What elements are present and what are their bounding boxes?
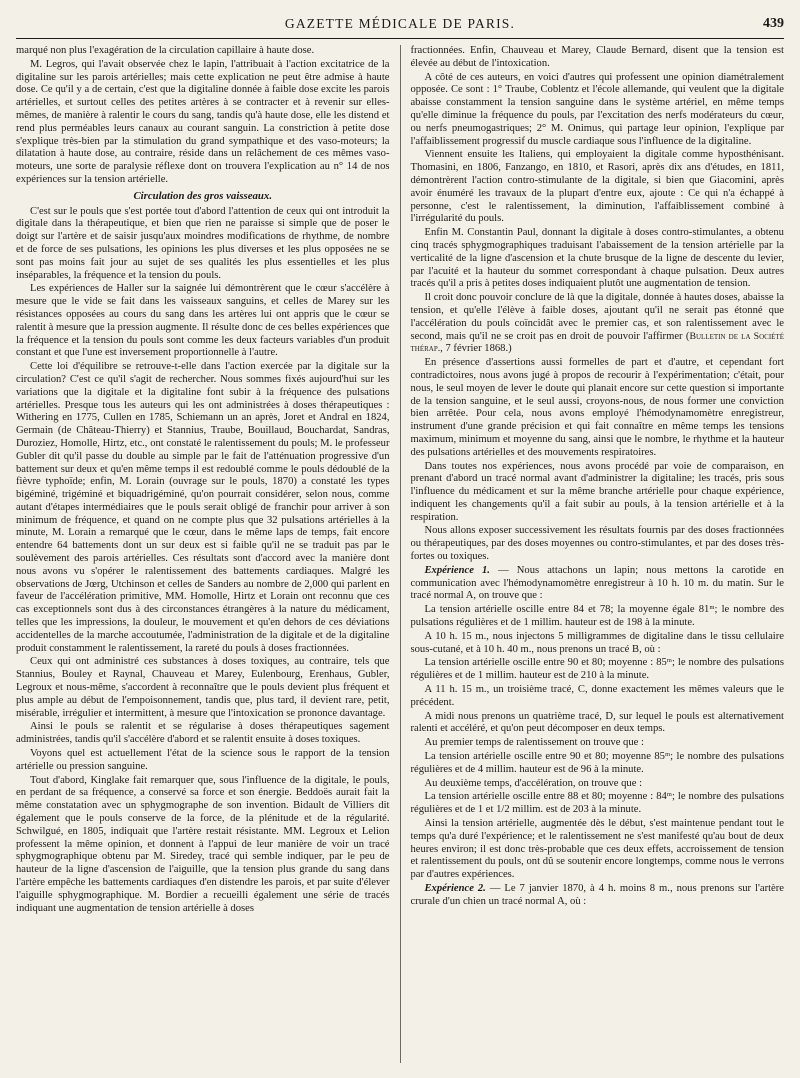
right-column — [410, 45, 784, 1063]
page-header — [16, 14, 784, 39]
paragraph — [410, 292, 784, 356]
paragraph: Tout d'abord, Kinglake fait remarquer que, sous l'influence de la digitale, le pouls, en perdant de sa fréquence, a conservé sa force et son énergie. Beddoës aurait fait la même constatation avec un sphygmographe de son invention. Bidault de Villiers dit également que le pouls conserve de la force, de la plénitude et de la régularité. Schwilgué, en 1805, indiquait que l'artère restait résistante. MM. Legroux et Lelion professent la même opinion, et donnent à l'appui de leur manière de voir un tracé sphygmographique obtenu par M. Siredey, tracé qui semble indiquer, par le peu de hauteur de la ligne d'ascension de l'aiguille, que la tension plus grande du sang dans l'artère empêche les battements cardiaques d'en distendre les parois, et par suite d'élever l'aiguille sphygmographique. M. Bordier a recueilli également une série de tracés indiquant une augmentation de tension artérielle à doses — [16, 774, 390, 914]
experiment-label: Expérience 1. — [424, 564, 490, 576]
paragraph: La tension artérielle oscille entre 84 et 78; la moyenne égale 81ᵐ; le nombre des pulsations régulières et de 1 millim. hauteur est de 198 à la minute. — [410, 604, 784, 629]
paragraph: A midi nous prenons un quatrième tracé, D, sur lequel le pouls est alternativement ralenti et accéléré, et qu'on peut décomposer en deux temps. — [410, 710, 784, 735]
paragraph-text: Il croit donc pouvoir conclure de là que la digitale, donnée à hautes doses, abaisse la tension, et qu'elle l'élève à faible doses, ajoutant qu'il ne serait pas étonné que l'accélération du pouls coïncidât avec le premier cas, et son ralentissement avec le second, mais qu'il ne se croit pas en droit de pouvoir l'affirmer ( — [410, 292, 784, 342]
paragraph: Nous allons exposer successivement les résultats fournis par des doses fractionnées ou thérapeutiques, par des doses moyennes ou contro-stimulantes, et par des doses très-fortes ou toxiques. — [410, 525, 784, 563]
paragraph: Voyons quel est actuellement l'état de la science sous le rapport de la tension artérielle ou pression sanguine. — [16, 748, 390, 772]
journal-title: GAZETTE MÉDICALE DE PARIS. — [284, 16, 516, 31]
paragraph: La tension artérielle oscille entre 90 et 80; moyenne : 85ᵐ; le nombre des pulsations régulières et de 1 millim. hauteur est de 210 à la minute. — [410, 657, 784, 682]
experiment-paragraph — [410, 883, 784, 909]
paragraph: A 10 h. 15 m., nous injectons 5 milligrammes de digitaline dans le tissu cellulaire sous-cutané, et à 10 h. 40 m., nous prenons un tracé B, où : — [410, 630, 784, 655]
paragraph: marqué non plus l'exagération de la circulation capillaire à haute dose. — [16, 45, 315, 56]
experiment-label: Expérience 2. — [424, 883, 486, 894]
paragraph: La tension artérielle oscille entre 88 et 80; moyenne : 84ᵐ; le nombre des pulsations régulières et de 1 et 1/2 millim. est de 203 à la minute. — [410, 791, 784, 816]
paragraph: Au deuxième temps, d'accélération, on trouve que : — [424, 777, 643, 789]
paragraph: Ainsi le pouls se ralentit et se régularise à doses thérapeutiques sagement administrées, tandis qu'il s'accélère d'abord et se ralentit ensuite à doses toxiques. — [16, 721, 390, 746]
paragraph: La tension artérielle oscille entre 90 et 80; moyenne 85ᵐ; le nombre des pulsations régulières et de 4 millim. hauteur est de 96 à la minute. — [410, 751, 784, 775]
paragraph: Ceux qui ont administré ces substances à doses toxiques, au contraire, tels que Stannius, Bouley et Raynal, Chauveau et Marey, Eulenbourg, Erenhaus, Gubler, Legroux et nous-même, s'accordent à reconnaître que le pouls devient plus fréquent et plus ample au début de l'empoisonnement, tandis que, plus tard, il devient rare, petit, misérable, irrégulier et intermittent, à mesure que l'intoxication se prononce davantage. — [16, 656, 390, 719]
columns — [16, 45, 784, 1063]
paragraph: Viennent ensuite les Italiens, qui employaient la digitale comme hyposthénisant. Thomasini, en 1806, Fanzango, en 1810, et Rasori, après dix ans d'études, en 1811, démontrèrent l'action contro-stimulante de la digitale, si bien que Giacomini, après avoir énuméré les travaux de la plupart d'entre eux, ajoute : Ce qui n'a échappé à personne, c'est le ralentissement, la diminution, l'affaiblissement combiné à l'irrégularité du pouls. — [410, 149, 784, 225]
paragraph: A 11 h. 15 m., un troisième tracé, C, donne exactement les mêmes valeurs que le précédent. — [410, 684, 784, 708]
paragraph: Dans toutes nos expériences, nous avons procédé par voie de comparaison, en prenant d'abord un tracé normal avant d'administrer la digitaline; les tracés, pris sous l'influence du médicament et sur la même branche artérielle pour chaque expérience, indiquent les changements qu'il a fait subir au pouls, à la tension artérielle et à la respiration. — [410, 460, 784, 523]
paragraph: fractionnées. Enfin, Chauveau et Marey, Claude Bernard, disent que la tension est élevée au début de l'intoxication. — [410, 45, 784, 69]
paragraph-text: , 7 février 1868.) — [440, 343, 512, 355]
page-number: 439 — [763, 16, 784, 31]
paragraph: Enfin M. Constantin Paul, donnant la digitale à doses contro-stimulantes, a obtenu cinq tracés sphygmographiques traduisant l'abaissement de la tension artérielle par la verticalité de la ligne d'ascension et la chute brusque de la ligne de descente du levier, par l'acuité et la hauteur du sommet correspondant à chaque pulsation. Deux autres tracés qu'il a pris à petites doses indiquaient plutôt une augmentation de tension. — [410, 227, 784, 290]
paragraph-text: — Nous attachons un lapin; nous mettons la carotide en communication avec l'hémodynamomètre enregistreur à 10 h. 10 m. du matin. Sur le tracé normal A, on trouve que : — [410, 564, 784, 602]
column-divider — [400, 45, 401, 1063]
bulletin-reference: Bulletin de la Société thérap. — [410, 330, 784, 355]
section-heading: Circulation des gros vaisseaux. — [133, 189, 273, 202]
experiment-paragraph — [410, 565, 784, 603]
paragraph: A côté de ces auteurs, en voici d'autres qui professent une opinion diamétralement opposée. Ce sont : 1° Traube, Coblentz et l'école allemande, qui veulent que la digitale abaisse constamment la tension sanguine dans le système artériel, en même temps qu'elle diminue la fréquence du pouls, par l'excitation des nerfs modérateurs du cœur, ou nerfs pneumogastriques; 2° M. Onimus, qui partage leur opinion, l'explique par l'affaiblissement progressif du muscle cardiaque sous l'influence de la digitaline. — [410, 71, 784, 147]
paragraph: Les expériences de Haller sur la saignée lui démontrèrent que le cœur s'accélère à mesure que le vide se fait dans les vaisseaux sanguins, et celles de Marey sur les résistances opposées au cours du sang dans les artères lui ont appris que le cœur se ralentit à mesure que la pression augmente. Il résulte donc de ces belles expériences que la fréquence et la tension du pouls sont comme les deux facteurs variables d'un produit constant et que l'une est inversement proportionnelle à l'autre. — [16, 283, 390, 359]
paragraph: Cette loi d'équilibre se retrouve-t-elle dans l'action exercée par la digitale sur la circulation? C'est ce qu'il s'agit de rechercher. Nous sommes fixés aujourd'hui sur les variations que la digitale et la digitaline font subir à la fréquence des pulsations artérielles. Presque tous les auteurs qui les ont administrées à doses thérapeutiques : Withering en 1775, Cullen en 1785, Schiemann un an après, Joret et Andral en 1824, Germain (de Château-Thierry) et Stannius, Traube, Bouillaud, Bouchardat, Sandras, Duroziez, Homolle, Hirtz, etc., ont constaté le ralentissement du pouls; M. le professeur Gubler dit qu'il passe du double au simple par le fait de l'atténuation progressive d'un battement sur deux et qu'en même temps il est redoublé comme le pouls dédoublé de la fièvre typhoïde; enfin, M. Lorain (ouvrage sur le pouls, 1870) a constaté les types bigéminé, trigéminé et biquadrigéminé, qu'on pourrait considérer, selon nous, comme autant d'étapes intermédiaires que le pouls serait obligé de franchir pour arriver à son minimum de fréquence, et quand on ne compte plus que 32 pulsations artérielles à la minute, M. Lorain a remarqué que le cœur, dans le même laps de temps, fait encore entendre 64 battements dont un sur deux est si faible qu'il ne se traduit pas par le soulèvement des parois artérielles. Ces résultats sont d'accord avec la manière dont nous avons vu s'opérer le ralentissement des battements cardiaques. Malgré les observations de Jœrg, Utchinson et celles de Sanders au nombre de 2,000 qui parlent en faveur de l'accélération primitive, MM. Homolle, Hirtz et Lorain ont reconnu que ces cas exceptionnels sont dus à des circonstances étrangères à la nature du médicament, telles que les impressions, la douleur, le mouvement et qu'en dehors de ces déviations accidentelles de la marche accoutumée, l'administration de la digitale et de la digitaline produit constamment le ralentissement, la rareté du pouls à doses fractionnées. — [16, 361, 390, 654]
paragraph-text: — Le 7 janvier 1870, à 4 h. moins 8 m., nous prenons sur l'artère crurale d'un chien un tracé normal A, où : — [410, 883, 784, 907]
paragraph: En présence d'assertions aussi formelles de part et d'autre, et cependant fort contradictoires, nous avons jugé à propos de recourir à l'expérimentation; c'était, pour nous, le seul moyen de lever le doute qui planait encore sur cette question si importante de la tension sanguine, et le seul aussi, croyons-nous, de nous former une conviction bien arrêtée. Pour cela, nous avons employé l'hémodynamomètre enregistreur, instrument d'une grande précision et qui fait connaître en même temps les tensions maximum, minimum et moyenne du sang, ainsi que le nombre, le rhythme et la hauteur des pulsations artérielles et des mouvements respiratoires. — [410, 357, 784, 458]
left-column — [16, 45, 390, 1063]
paragraph: M. Legros, qui l'avait observée chez le lapin, l'attribuait à l'action excitatrice de la digitaline sur les parois artérielles; mais cette explication ne peut être admise à haute dose. Ce qu'il y a de certain, c'est que la digitaline donnée à faible dose excite les parois artérielles, et surtout celles des petites artères à se contracter et à revenir sur elles-mêmes, de manière à ralentir le cours du sang, tandis qu'à haute dose, elle les distend et rend plus perméables leurs canaux au courant sanguin. La constriction à petite dose s'explique très-bien par la stimulation du grand sympathique et des vaso-moteurs; la dilatation à haute dose, au contraire, réside dans un relâchement de ces mêmes vaso-moteurs, une sorte de paralysie réflexe dont on trouvera l'explication au n° 14 de nos expériences sur la tension artérielle. — [16, 58, 390, 185]
paragraph: Au premier temps de ralentissement on trouve que : — [424, 737, 644, 749]
paragraph: C'est sur le pouls que s'est portée tout d'abord l'attention de ceux qui ont introduit la digitale dans la thérapeutique, et bien que rien ne paraisse si simple que de poser le doigt sur l'artère et de saisir jusqu'aux moindres modifications de rhythme, de nombre et de force de ses pulsations, les opinions les plus diverses et les plus opposées ne se sont pas moins fait jour au sujet de ses qualités les plus essentielles et les plus inséparables, la fréquence et la tension du pouls. — [16, 205, 390, 281]
paragraph: Ainsi la tension artérielle, augmentée dès le début, s'est maintenue pendant tout le temps qu'a duré l'expérience; et le ralentissement ne s'est manifesté qu'au bout de deux heures environ; il est donc très-probable que ces deux effets, accroissement de tension et ralentissement du pouls, ont dû se soutenir encore longtemps, comme nous le verrons par d'autres expériences. — [410, 818, 784, 881]
